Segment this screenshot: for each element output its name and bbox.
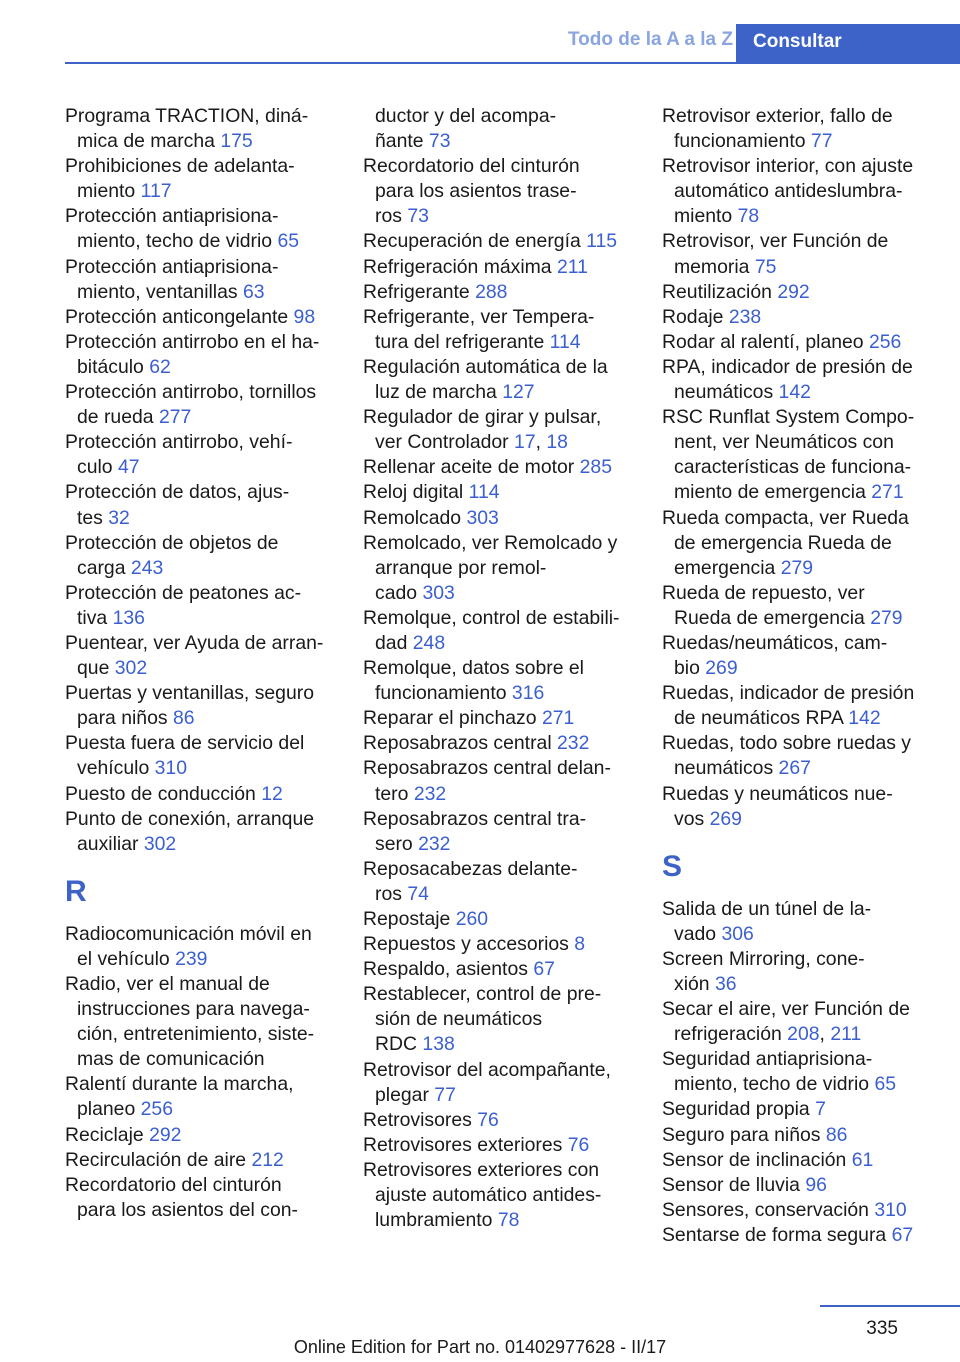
page-link[interactable]: 232 [557, 732, 590, 755]
index-entry-text: Reciclaje [65, 1123, 150, 1146]
page-link[interactable]: 62 [149, 355, 171, 378]
page-link[interactable]: 285 [579, 456, 612, 479]
index-entry-text: Respaldo, asientos [363, 958, 534, 981]
index-entry-text: ción, entretenimiento, siste- [77, 1023, 315, 1046]
page-link[interactable]: 271 [541, 707, 575, 730]
page-link[interactable]: 302 [143, 832, 177, 855]
index-entry [662, 1097, 952, 1122]
index-entry-text: Screen Mirroring, cone- [662, 947, 865, 970]
index-entry [65, 305, 345, 330]
page-link[interactable]: 17 [514, 431, 536, 454]
index-entry-text: Remolcado [363, 506, 467, 529]
page-link[interactable]: 211 [556, 255, 588, 278]
index-entry [65, 581, 345, 631]
index-entry [65, 807, 345, 857]
page-link[interactable]: 136 [112, 606, 145, 629]
index-entry [662, 1148, 952, 1173]
page-link[interactable]: 77 [434, 1083, 456, 1106]
index-entry-text: miento, techo de vidrio [77, 230, 278, 253]
index-entry-text: Retrovisor interior, con ajuste [662, 155, 914, 178]
index-entry [363, 932, 643, 957]
index-entry [363, 154, 643, 229]
index-entry [65, 972, 345, 1072]
header-section-title: Todo de la A a la Z [567, 29, 733, 50]
index-entry-text: xión [674, 973, 715, 995]
index-entry-text: Prohibiciones de adelanta- [65, 155, 295, 178]
index-entry-text: Rellenar aceite de motor [363, 456, 580, 479]
index-entry-text: auxiliar [77, 832, 144, 855]
index-entry-text: Salida de un túnel de la- [662, 897, 872, 920]
page-link[interactable]: 292 [777, 280, 810, 303]
index-entry-text: Remolque, control de estabili- [363, 606, 620, 629]
index-entry-text: automático antideslumbra- [674, 180, 903, 203]
index-entry [363, 255, 643, 280]
page-link[interactable]: 238 [728, 305, 762, 328]
page-link[interactable]: 78 [737, 205, 760, 228]
page-link[interactable]: 138 [422, 1033, 455, 1056]
index-entry [363, 807, 643, 857]
index-entry [363, 355, 643, 405]
page-link[interactable]: 86 [172, 707, 195, 730]
page-link[interactable]: 73 [407, 205, 429, 228]
index-entry-text: Sentarse de forma segura [662, 1223, 892, 1246]
index-entry [363, 455, 643, 480]
index-entry-text: de emergencia Rueda de [674, 531, 892, 554]
index-entry-text: emergencia [674, 556, 781, 579]
index-entry [65, 330, 345, 380]
page-link[interactable]: 271 [871, 481, 904, 504]
page-link[interactable]: 279 [780, 556, 814, 579]
index-entry [65, 480, 345, 530]
page-link[interactable]: 65 [277, 230, 300, 253]
page-link[interactable]: 67 [891, 1223, 914, 1246]
index-letter-heading: S [662, 849, 683, 883]
index-entry [662, 1173, 952, 1198]
index-entry-text: ver Controlador [375, 431, 515, 454]
index-entry-text: Ruedas, todo sobre ruedas y [662, 732, 912, 755]
page-link[interactable]: 260 [455, 908, 489, 930]
index-entry [363, 480, 643, 505]
page-link[interactable]: 36 [714, 973, 737, 995]
index-entry-text: Retrovisores [363, 1108, 478, 1131]
index-entry [65, 1148, 345, 1173]
index-entry-text: Reparar el pinchazo [363, 707, 542, 730]
page-link[interactable]: 8 [574, 933, 586, 956]
index-entry-text: Seguridad propia [662, 1098, 816, 1121]
index-entry-text: memoria [674, 255, 755, 278]
index-entry-text: para niños [77, 707, 173, 730]
index-entry-text: Protección anticongelante [65, 305, 294, 328]
page-link[interactable]: 127 [502, 381, 535, 404]
page-link[interactable]: 269 [705, 657, 738, 680]
index-entry-text: Rueda compacta, ver Rueda [662, 506, 909, 529]
index-entry-text: RPA, indicador de presión de [662, 355, 913, 378]
index-entry-text: para los asientos del con- [77, 1198, 298, 1221]
index-entry-text: ajuste automático antides- [375, 1184, 602, 1207]
page-link[interactable]: 74 [407, 882, 429, 905]
page-link[interactable]: 63 [243, 280, 265, 303]
index-entry-text: Repuestos y accesorios [363, 933, 575, 956]
page-link[interactable]: 316 [511, 682, 545, 705]
index-entry-text: Retrovisores exteriores con [363, 1158, 600, 1181]
index-entry-text: arranque por remol- [375, 556, 547, 579]
page-number: 335 [866, 1318, 898, 1339]
index-entry-text: Rodaje [662, 305, 729, 328]
index-entry-text: vos [674, 807, 710, 830]
index-entry-text: Recordatorio del cinturón [363, 155, 580, 178]
index-entry-text: Retrovisor del acompañante, [363, 1058, 611, 1081]
index-entry [65, 681, 345, 731]
index-entry [363, 731, 643, 756]
page-link[interactable]: 142 [848, 707, 881, 730]
page-link[interactable]: 208 [787, 1023, 820, 1046]
index-entry-text: nent, ver Neumáticos con [674, 431, 894, 454]
index-entry [363, 229, 643, 254]
index-entry [363, 1133, 643, 1158]
index-entry [363, 957, 643, 982]
index-entry [363, 656, 643, 706]
index-entry [662, 897, 952, 947]
index-entry-text: Ruedas/neumáticos, cam- [662, 631, 888, 654]
index-entry-text: tes [77, 506, 109, 529]
index-entry-text: Recordatorio del cinturón [65, 1173, 282, 1196]
page-link[interactable]: 67 [533, 958, 555, 981]
index-entry [662, 731, 952, 781]
page-link[interactable]: 47 [117, 456, 140, 479]
index-entry [662, 305, 952, 330]
index-entry-text: de rueda [77, 406, 159, 429]
index-entry [65, 731, 345, 781]
index-entry [662, 104, 952, 154]
page-link[interactable]: 302 [114, 657, 148, 680]
index-entry-text: carga [77, 556, 131, 579]
index-entry-text: planeo [77, 1098, 141, 1121]
index-entry-text: luz de marcha [375, 381, 503, 404]
index-entry [662, 631, 952, 681]
index-entry [363, 606, 643, 656]
index-entry-text: Ruedas y neumáticos nue- [662, 782, 893, 805]
index-entry [662, 1223, 952, 1248]
page-link[interactable]: 211 [830, 1023, 862, 1046]
page-link[interactable]: 18 [546, 431, 568, 454]
page-link[interactable]: 117 [140, 180, 172, 203]
index-entry-text: Puesto de conducción [65, 782, 262, 805]
index-entry-text: Seguridad antiaprisiona- [662, 1048, 873, 1071]
index-entry-text: miento, techo de vidrio [674, 1073, 875, 1096]
page-link[interactable]: 75 [754, 255, 777, 278]
index-entry-text: Puesta fuera de servicio del [65, 732, 305, 755]
index-entry [662, 581, 952, 631]
index-entry-text: que [77, 657, 115, 680]
index-entry-text: Sensores, conservación [662, 1198, 875, 1221]
index-entry [65, 1173, 345, 1223]
index-entry-text: cado [375, 581, 423, 604]
index-entry [662, 782, 952, 832]
index-entry [662, 1198, 952, 1223]
page-link[interactable]: 98 [293, 305, 316, 328]
index-entry-text: Retrovisores exteriores [363, 1133, 568, 1156]
index-entry [363, 706, 643, 731]
page-link[interactable]: 256 [868, 330, 902, 353]
index-entry-text: vehículo [77, 757, 155, 780]
index-entry-text: Puertas y ventanillas, seguro [65, 682, 314, 705]
index-entry [363, 531, 643, 606]
index-entry-text: Rueda de emergencia [674, 606, 871, 629]
index-entry-text: Regulación automática de la [363, 355, 608, 378]
index-entry-text: neumáticos [674, 757, 779, 780]
index-entry-text: sión de neumáticos [375, 1008, 543, 1031]
index-entry [363, 1058, 643, 1108]
index-column-3 [662, 104, 952, 1248]
index-entry-text: mas de comunicación [77, 1048, 265, 1071]
index-entry-text: neumáticos [674, 381, 779, 404]
index-entry-text: lumbramiento [375, 1209, 498, 1232]
index-entry-text: Reloj digital [363, 481, 469, 504]
index-entry-text: Restablecer, control de pre- [363, 983, 602, 1006]
index-entry-text: para los asientos trase- [375, 180, 577, 203]
page-link[interactable]: 248 [412, 631, 446, 654]
index-entry-text: RDC [375, 1033, 423, 1056]
index-entry [363, 907, 643, 932]
page-link[interactable]: 232 [418, 832, 451, 855]
index-entry [65, 1072, 345, 1122]
index-entry [662, 330, 952, 355]
index-entry-text: miento, ventanillas [77, 280, 243, 303]
page-link[interactable]: 76 [567, 1133, 590, 1156]
index-entry-text: Seguro para niños [662, 1123, 826, 1146]
page-link[interactable]: 76 [477, 1108, 499, 1131]
page-link[interactable]: 7 [815, 1098, 826, 1121]
index-entry-text: ros [375, 205, 408, 228]
page-link[interactable]: 279 [870, 606, 903, 629]
index-entry [363, 857, 643, 907]
page-link[interactable]: 303 [466, 506, 499, 529]
index-entry-text: Secar el aire, ver Función de [662, 998, 910, 1021]
page-link[interactable]: 310 [154, 757, 187, 780]
index-column-2 [363, 104, 643, 1233]
index-entry-text: Regulador de girar y pulsar, [363, 406, 602, 429]
index-entry-text: Punto de conexión, arranque [65, 807, 315, 830]
index-entry [662, 154, 952, 229]
footer-rule [820, 1305, 960, 1307]
index-entry-text: Refrigerante [363, 280, 476, 303]
index-entry-text: miento de emergencia [674, 481, 872, 504]
index-entry-text: Ruedas, indicador de presión [662, 682, 915, 705]
page-link[interactable]: 32 [108, 506, 130, 529]
page-link[interactable]: 65 [874, 1073, 897, 1096]
index-entry-text: vado [674, 922, 722, 945]
index-entry-text: Protección de objetos de [65, 531, 279, 554]
index-entry-text: Repostaje [363, 908, 456, 930]
index-entry [65, 104, 345, 154]
index-entry-text: tero [375, 782, 414, 805]
edition-footer: Online Edition for Part no. 01402977628 - II/17 [293, 1337, 667, 1357]
index-entry-text: Protección antiaprisiona- [65, 255, 279, 278]
page-link[interactable]: 243 [130, 556, 164, 579]
page-link[interactable]: 277 [158, 406, 192, 429]
index-entry [662, 229, 952, 279]
index-entry-text: Radiocomunicación móvil en [65, 922, 312, 945]
index-entry-text: sero [375, 832, 419, 855]
index-entry [363, 305, 643, 355]
index-entry-text: Rueda de repuesto, ver [662, 581, 865, 604]
page-link[interactable]: 61 [851, 1148, 874, 1171]
index-entry-text: de neumáticos RPA [674, 707, 849, 730]
index-entry-text: Remolcado, ver Remolcado y [363, 531, 618, 554]
index-entry-text: Sensor de lluvia [662, 1173, 806, 1196]
index-entry-text: Protección antirrobo en el ha- [65, 330, 320, 353]
index-entry [65, 255, 345, 305]
index-entry-text: Radio, ver el manual de [65, 973, 270, 995]
index-entry-text: Protección antiaprisiona- [65, 205, 279, 228]
index-entry [65, 154, 345, 204]
index-entry [662, 681, 952, 731]
index-entry [65, 922, 345, 972]
index-entry [363, 280, 643, 305]
index-entry [65, 631, 345, 681]
page-link[interactable]: 303 [422, 581, 455, 604]
header-rule [65, 62, 960, 64]
index-entry-text: miento [77, 180, 141, 203]
page-link[interactable]: 78 [497, 1209, 520, 1232]
index-entry-text: Protección de peatones ac- [65, 581, 302, 604]
page-link[interactable]: 310 [874, 1198, 907, 1221]
index-entry-text: Sensor de inclinación [662, 1148, 852, 1171]
index-entry-text: Rodar al ralentí, planeo [662, 330, 869, 353]
index-entry-text: Puentear, ver Ayuda de arran- [65, 631, 324, 654]
page-link[interactable]: 114 [549, 330, 581, 353]
page-link[interactable]: 232 [413, 782, 447, 805]
index-entry [363, 104, 643, 154]
page-link[interactable]: 256 [140, 1098, 173, 1121]
index-entry [65, 430, 345, 480]
index-entry-text: Recirculación de aire [65, 1148, 252, 1171]
index-entry-text: plegar [375, 1083, 435, 1106]
index-entry-text: RSC Runflat System Compo- [662, 406, 915, 429]
page-link[interactable]: 269 [709, 807, 742, 830]
index-entry-text: Reposacabezas delante- [363, 857, 578, 880]
index-entry-text: Refrigeración máxima [363, 255, 557, 278]
index-entry-text: Refrigerante, ver Tempera- [363, 305, 595, 328]
index-entry [662, 405, 952, 505]
page-link[interactable]: 114 [468, 481, 500, 504]
page-link[interactable]: 73 [428, 130, 451, 153]
index-entry-text: características de funciona- [674, 456, 912, 479]
index-entry [65, 782, 345, 807]
index-entry-text: miento [674, 205, 738, 228]
index-column-1 [65, 104, 345, 1223]
index-entry-text: Reposabrazos central [363, 732, 558, 755]
index-entry-text: tiva [77, 606, 113, 629]
page-link[interactable]: 239 [175, 947, 208, 970]
index-entry-text: Reposabrazos central tra- [363, 807, 587, 830]
index-entry-text: dad [375, 631, 413, 654]
index-entry-text: bio [674, 657, 706, 680]
index-entry: Secar el aire, ver Función de refrigeración 208, 211 [662, 998, 910, 1046]
page-link[interactable]: 292 [149, 1123, 182, 1146]
index-entry-text: Retrovisor exterior, fallo de [662, 105, 893, 127]
page-link[interactable]: 175 [220, 130, 253, 153]
index-entry-text: el vehículo [77, 947, 176, 970]
index-entry-text: Reposabrazos central delan- [363, 757, 611, 780]
index-letter-heading: R [65, 874, 87, 908]
page-link[interactable]: 212 [251, 1148, 284, 1171]
page-link[interactable]: 86 [825, 1123, 848, 1146]
index-entry-text: Protección antirrobo, vehí- [65, 431, 293, 454]
page-link[interactable]: 288 [475, 280, 508, 303]
index-entry: Regulador de girar y pulsar, ver Controlador 17, 18 [363, 406, 602, 454]
index-entry-text: ros [375, 882, 408, 905]
page-link[interactable]: 96 [805, 1173, 827, 1196]
index-entry-text: Ralentí durante la marcha, [65, 1073, 294, 1096]
index-entry-text: Remolque, datos sobre el [363, 657, 584, 680]
index-entry [65, 204, 345, 254]
index-entry [662, 1123, 952, 1148]
index-entry [363, 506, 643, 531]
index-entry [363, 982, 643, 1057]
index-entry-text: culo [77, 456, 118, 479]
page-link[interactable]: 142 [778, 381, 811, 404]
index-entry-text: instrucciones para navega- [77, 998, 310, 1021]
index-entry [662, 506, 952, 581]
index-entry-text: ductor y del acompa- [375, 105, 557, 127]
index-entry [662, 355, 952, 405]
page-link[interactable]: 77 [810, 130, 833, 153]
index-entry [363, 1158, 643, 1233]
page-link[interactable]: 267 [778, 757, 811, 780]
index-entry [65, 531, 345, 581]
index-entry-text: bitáculo [77, 355, 150, 378]
index-entry-text: mica de marcha [77, 130, 221, 153]
index-entry [65, 1123, 345, 1148]
index-entry-text: Reutilización [662, 280, 778, 303]
index-entry-text: refrigeración [674, 1023, 788, 1046]
index-entry [363, 756, 643, 806]
index-entry [662, 1047, 952, 1097]
page-link[interactable]: 12 [261, 782, 283, 805]
index-entry-text: tura del refrigerante [375, 330, 550, 353]
page-link[interactable]: 306 [721, 922, 754, 945]
page-link[interactable]: 115 [586, 230, 618, 253]
index-entry-text: Protección de datos, ajus- [65, 481, 290, 504]
index-entry-text: Programa TRACTION, diná- [65, 105, 309, 127]
index-entry-text: Protección antirrobo, tornillos [65, 381, 317, 404]
index-entry [65, 380, 345, 430]
index-entry-text: funcionamiento [674, 130, 811, 153]
index-entry-text: Recuperación de energía [363, 230, 587, 253]
index-entry [662, 280, 952, 305]
index-entry-text: ñante [375, 130, 429, 153]
index-entry-text: Retrovisor, ver Función de [662, 230, 889, 253]
index-entry [662, 947, 952, 997]
index-entry-text: funcionamiento [375, 682, 512, 705]
index-entry [363, 1108, 643, 1133]
header-tab-consultar[interactable]: Consultar [736, 24, 960, 62]
